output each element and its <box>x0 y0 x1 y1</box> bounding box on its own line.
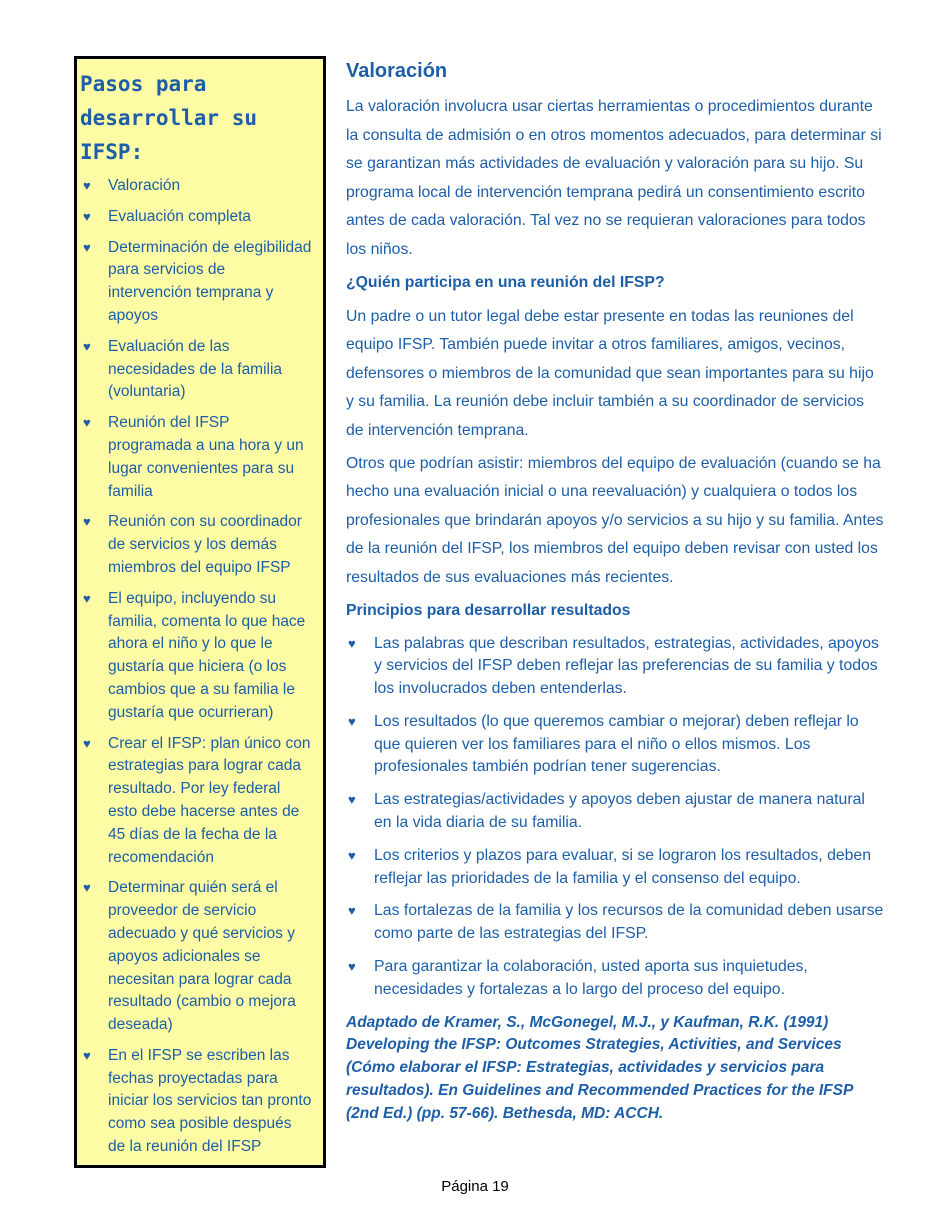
principle-item <box>346 845 886 891</box>
step-item-text: Evaluación de las necesidades de la familia (voluntaria) <box>108 337 283 401</box>
step-item-text: Reunión del IFSP programada a una hora y un lugar convenientes para su familia <box>108 414 304 500</box>
heart-icon: ♥ <box>348 959 356 975</box>
step-item-text: Crear el IFSP: plan único con estrategias para lograr cada resultado. Por ley federal esto debe hacerse antes de 45 días de la fecha de la recomendación <box>108 734 311 866</box>
step-item <box>80 1045 313 1159</box>
step-item <box>80 336 313 404</box>
heart-icon: ♥ <box>83 208 91 224</box>
principle-item-text: Las fortalezas de la familia y los recursos de la comunidad deben usarse como parte de las estrategias del IFSP. <box>374 902 884 943</box>
section-heading: Valoración <box>346 60 448 82</box>
step-item-text: El equipo, incluyendo su familia, comenta lo que hace ahora el niño y lo que le gustaría que hiciera (o los cambios que a su familia le gustaría que ocurrieran) <box>108 589 306 721</box>
step-item <box>80 206 313 229</box>
steps-sidebar <box>74 56 326 1168</box>
principle-item-text: Los criterios y plazos para evaluar, si se lograron los resultados, deben reflejar las prioridades de la familia y el consenso del equipo. <box>374 846 871 887</box>
principle-item <box>346 711 886 779</box>
step-item <box>80 175 313 198</box>
heart-icon: ♥ <box>83 338 91 354</box>
principle-item <box>346 789 886 835</box>
main-content <box>346 60 886 1126</box>
principles-heading: Principios para desarrollar resultados <box>346 601 631 619</box>
principle-item-text: Los resultados (lo que queremos cambiar o mejorar) deben reflejar lo que quieren ver los familiares para el niño o ellos mismos. Los profesionales también podrían tener sugerencias. <box>374 712 859 776</box>
sidebar-title-line1: Pasos para <box>80 72 207 96</box>
page-number: Página 19 <box>441 1178 509 1195</box>
sidebar-title-line2: desarrollar su IFSP: <box>80 106 258 164</box>
steps-list <box>80 175 313 1159</box>
heart-icon: ♥ <box>83 415 91 431</box>
step-item <box>80 733 313 870</box>
principle-item-text: Para garantizar la colaboración, usted aporta sus inquietudes, necesidades y fortalezas a lo largo del proceso del equipo. <box>374 958 808 998</box>
principle-item <box>346 633 886 701</box>
step-item-text: Determinar quién será el proveedor de servicio adecuado y qué servicios y apoyos adicionales se necesitan para lograr cada resultado (cambio o mejora deseada) <box>108 879 296 1034</box>
heart-icon: ♥ <box>83 1047 91 1063</box>
who-heading: ¿Quién participa en una reunión del IFSP? <box>346 273 665 291</box>
step-item <box>80 877 313 1037</box>
principle-item-text: Las estrategias/actividades y apoyos deben ajustar de manera natural en la vida diaria de su familia. <box>374 791 865 832</box>
who-paragraph-2: Otros que podrían asistir: miembros del equipo de evaluación (cuando se ha hecho una evaluación inicial o una reevaluación) y cualquiera o todos los profesionales que brindarán apoyos y/o servicios a su hijo y su familia. Antes de la reunión del IFSP, los miembros del equipo deben revisar con usted los resultados de sus evaluaciones más recientes. <box>346 454 884 586</box>
step-item <box>80 412 313 503</box>
heart-icon: ♥ <box>83 178 91 193</box>
principle-item <box>346 900 886 946</box>
principles-list <box>346 633 886 1002</box>
step-item-text: Determinación de elegibilidad para servicios de intervención temprana y apoyos <box>108 238 312 324</box>
sidebar-title <box>80 67 313 169</box>
step-item <box>80 588 313 725</box>
heart-icon: ♥ <box>348 792 356 808</box>
heart-icon: ♥ <box>83 735 91 751</box>
intro-paragraph: La valoración involucra usar ciertas herramientas o procedimientos durante la consulta de admisión o en otros momentos adecuados, para determinar si se garantizan más actividades de evaluación y valoración para su hijo. Su programa local de intervención temprana pedirá un consentimiento escrito antes de cada valoración. Tal vez no se requieran valoraciones para todos los niños. <box>346 98 882 258</box>
step-item-text: Valoración <box>108 177 181 194</box>
heart-icon: ♥ <box>348 713 356 729</box>
heart-icon: ♥ <box>83 590 91 606</box>
citation: Adaptado de Kramer, S., McGonegel, M.J., y Kaufman, R.K. (1991) Developing the IFSP: Outcomes Strategies, Activities, and Services (Cómo elaborar el IFSP: Estrategias, actividades y servicios para resultados). En Guidelines and Recommended Practices for the IFSP (2nd Ed.) (pp. 57-66). Bethesda, MD: ACCH. <box>346 1013 853 1122</box>
heart-icon: ♥ <box>83 880 91 896</box>
principle-item <box>346 956 886 1002</box>
who-paragraph-1: Un padre o un tutor legal debe estar presente en todas las reuniones del equipo IFSP. También puede invitar a otros familiares, amigos, vecinos, defensores o miembros de la comunidad que sean importantes para su hijo y su familia. La reunión debe incluir también a su coordinador de servicios de intervención temprana. <box>346 307 874 439</box>
heart-icon: ♥ <box>83 239 91 255</box>
step-item <box>80 237 313 328</box>
heart-icon: ♥ <box>83 514 91 530</box>
step-item-text: En el IFSP se escriben las fechas proyectadas para iniciar los servicios tan pronto como sea posible después de la reunión del IFSP <box>108 1046 312 1156</box>
principle-item-text: Las palabras que describan resultados, estrategias, actividades, apoyos y servicios del IFSP deben reflejar las preferencias de su familia y todos los involucrados deben entenderlas. <box>374 634 879 698</box>
step-item <box>80 511 313 579</box>
step-item-text: Evaluación completa <box>108 207 252 225</box>
heart-icon: ♥ <box>348 903 356 919</box>
step-item-text: Reunión con su coordinador de servicios y los demás miembros del equipo IFSP <box>108 513 302 576</box>
heart-icon: ♥ <box>348 847 356 863</box>
heart-icon: ♥ <box>348 635 356 651</box>
